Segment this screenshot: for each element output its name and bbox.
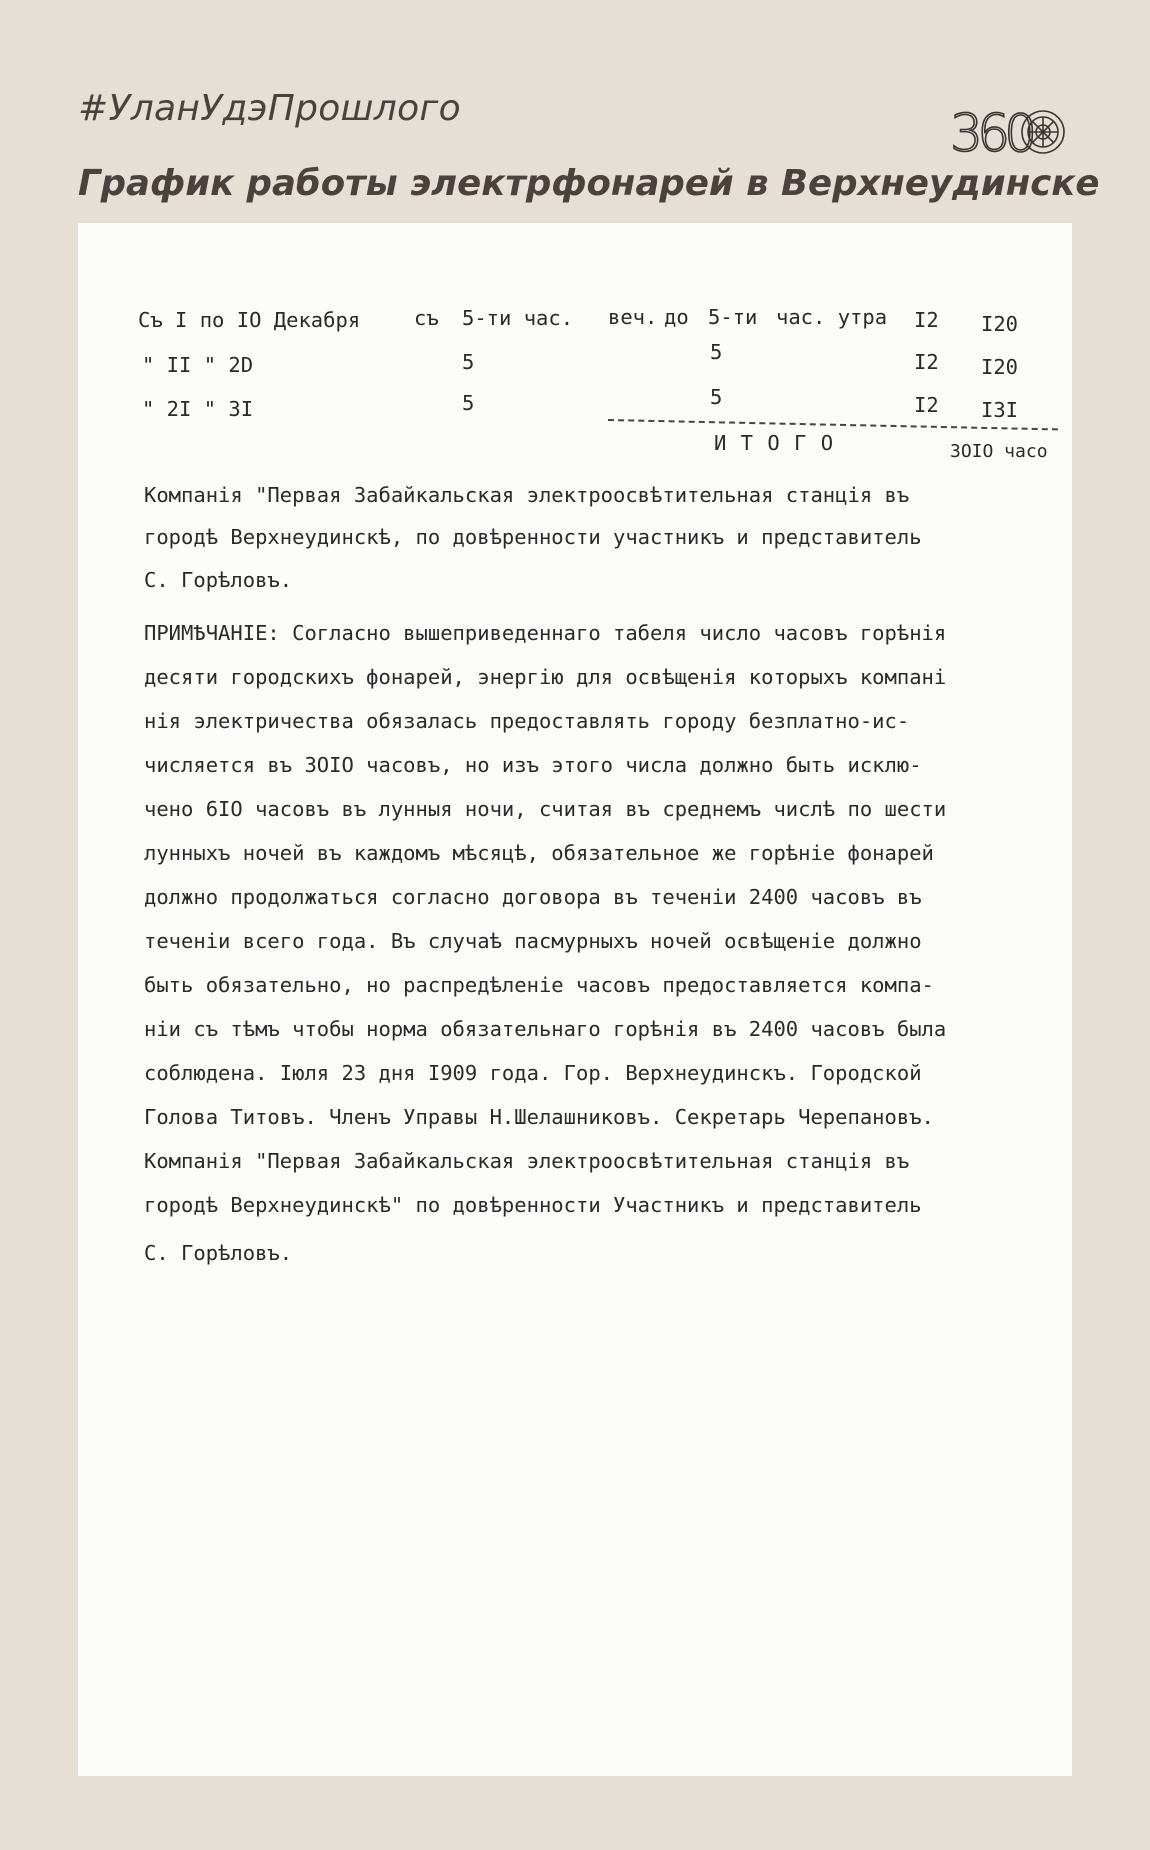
from-hour-cell: 5 xyxy=(462,350,475,374)
text-line: должно продолжаться согласно договора въ теченіи 2400 часовъ въ xyxy=(144,885,922,909)
total-cell: I20 xyxy=(981,355,1019,379)
text-line: быть обязательно, но распредѣленіе часовъ предоставляется компа- xyxy=(144,973,934,997)
to-hour-cell: 5 xyxy=(710,385,723,409)
text-line: чено 6IO часовъ въ лунныя ночи, считая въ среднемъ числѣ по шести xyxy=(144,797,947,821)
text-line: числяется въ 3OIO часовъ, но изъ этого числа должно быть исклю- xyxy=(144,753,922,777)
text-line: городѣ Верхнеудинскѣ" по довѣренности Участникъ и представитель xyxy=(144,1193,922,1217)
to-prefix: до xyxy=(664,305,689,329)
document-text xyxy=(78,223,1072,1776)
total-value: 3OIO часо xyxy=(950,441,1048,462)
page-title: График работы электрфонарей в Верхнеудинске xyxy=(78,163,1100,204)
total-cell: I3I xyxy=(981,398,1019,422)
text-line: ПРИМѢЧАНІЕ: Согласно вышеприведеннаго табеля число часовъ горѣнія xyxy=(144,621,947,645)
hashtag: #УланУдэПрошлого xyxy=(78,88,461,129)
text-line: лунныхъ ночей въ каждомъ мѣсяцѣ, обязательное же горѣніе фонарей xyxy=(144,841,934,865)
to-hour-cell: 5 xyxy=(710,340,723,364)
period-cell: " II " 2D xyxy=(142,353,254,377)
text-line: городѣ Верхнеудинскѣ, по довѣренности участникъ и представитель xyxy=(144,525,922,549)
archive-document xyxy=(78,223,1072,1776)
period-cell: Съ I по IO Декабря xyxy=(138,308,361,332)
text-line: Компанія "Первая Забайкальская электроосвѣтительная станція въ xyxy=(144,483,910,507)
text-line: Голова Титовъ. Членъ Управы Н.Шелашниковъ. Секретарь Черепановъ. xyxy=(144,1105,934,1129)
total-label: И Т О Г О xyxy=(714,431,835,455)
text-line: соблюдена. Іюля 23 дня I909 года. Гор. Верхнеудинскъ. Городской xyxy=(144,1061,922,1085)
hours-cell: I2 xyxy=(914,308,939,332)
from-hour-cell: 5 xyxy=(462,391,475,415)
text-line: нія электричества обязалась предоставлять городу безплатно-ис- xyxy=(144,709,910,733)
text-line: С. Горѣловъ. xyxy=(144,1241,293,1265)
period-cell: " 2I " 3I xyxy=(142,397,254,421)
to-suffix: час. утра xyxy=(776,305,888,329)
from-prefix: съ xyxy=(414,306,439,330)
hours-cell: I2 xyxy=(914,393,939,417)
text-line: десяти городскихъ фонарей, энергію для освѣщенія которыхъ компані xyxy=(144,665,947,689)
logo-360-text: 360 xyxy=(950,108,1032,158)
text-line: теченіи всего года. Въ случаѣ пасмурныхъ ночей освѣщеніе должно xyxy=(144,929,922,953)
total-cell: I20 xyxy=(981,312,1019,336)
from-hour-cell: 5-ти час. xyxy=(462,306,574,330)
text-line: ніи съ тѣмъ чтобы норма обязательнаго горѣнія въ 2400 часовъ была xyxy=(144,1017,947,1041)
logo-360 xyxy=(950,108,1070,158)
hours-cell: I2 xyxy=(914,350,939,374)
ornament-icon xyxy=(1022,111,1064,153)
text-line: Компанія "Первая Забайкальская электроосвѣтительная станція въ xyxy=(144,1149,910,1173)
text-line: С. Горѣловъ. xyxy=(144,568,293,592)
to-hour-cell: 5-ти xyxy=(708,305,758,329)
from-suffix: веч. xyxy=(608,305,658,329)
